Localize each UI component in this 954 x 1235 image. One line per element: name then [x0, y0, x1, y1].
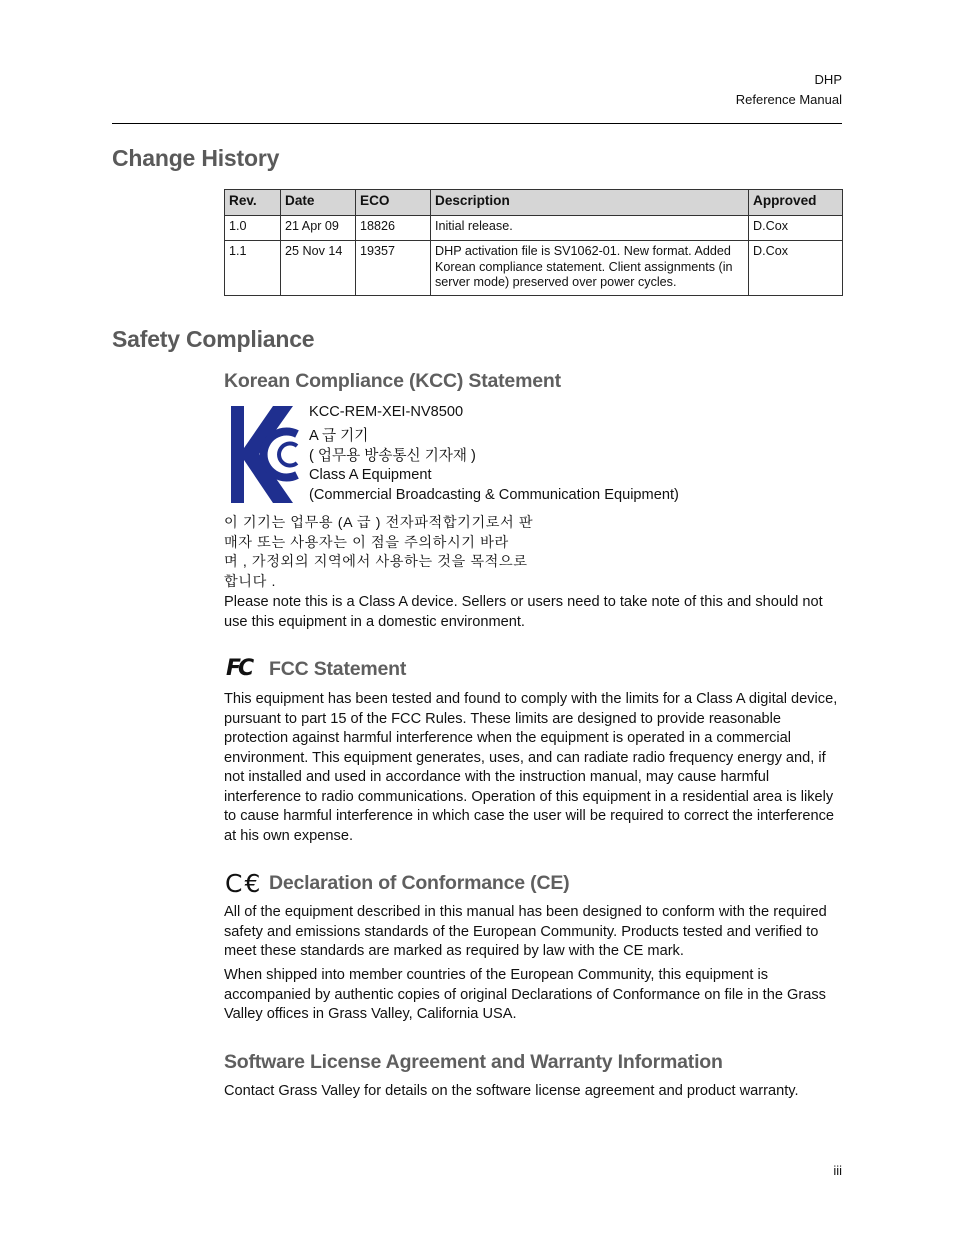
- korean-line: 며 , 가정외의 지역에서 사용하는 것을 목적으로: [224, 554, 528, 571]
- kc-mark-icon: [229, 404, 299, 505]
- software-license-heading: Software License Agreement and Warranty Information: [224, 1051, 723, 1073]
- kcc-heading: Korean Compliance (KCC) Statement: [224, 370, 561, 392]
- column-header-rev: Rev.: [225, 190, 281, 216]
- table-row: [225, 241, 843, 296]
- change-history-table: [224, 189, 843, 296]
- cell-description: Initial release.: [431, 216, 749, 241]
- column-header-date: Date: [281, 190, 356, 216]
- korean-line: 매자 또는 사용자는 이 점을 주의하시기 바라: [224, 534, 509, 551]
- fcc-heading: FCC Statement: [269, 658, 407, 680]
- korean-line: 합니다 .: [224, 573, 276, 590]
- change-history-title: Change History: [112, 145, 280, 171]
- header-product: DHP: [814, 72, 842, 87]
- page-number: iii: [833, 1163, 842, 1178]
- kcc-korean-statement: [224, 514, 533, 592]
- software-license-body: Contact Grass Valley for details on the software license agreement and product warranty.: [224, 1083, 799, 1099]
- kcc-english-note: Please note this is a Class A device. Sellers or users need to take note of this and should not use this equipment in a domestic environment.: [224, 594, 823, 630]
- cell-approved: D.Cox: [749, 216, 843, 241]
- table-row: [225, 216, 843, 241]
- table-header-row: [225, 190, 843, 216]
- fcc-statement-body: This equipment has been tested and found to comply with the limits for a Class A digital device, pursuant to part 15 of the FCC Rules. These limits are designed to provide reasonable protection against harmful interference when the equipment is operated in a commercial environment. This equipment generates, uses, and can radiate radio frequency energy and, if not installed and used in accordance with the instruction manual, may cause harmful interference to radio communications. Operation of this equipment in a residential area is likely to cause harmful interference in which case the user will be required to correct the interference at his own expense.: [224, 691, 838, 844]
- header-divider: [112, 123, 842, 124]
- kcc-class-english: Class A Equipment: [309, 467, 432, 484]
- korean-line: 이 기기는 업무용 (A 급 ) 전자파적합기기로서 판: [224, 515, 534, 531]
- header-manual-title: Reference Manual: [735, 92, 842, 107]
- cell-description: DHP activation file is SV1062-01. New format. Added Korean compliance statement. Client assignments (in server mode) preserved over power cycles.: [431, 241, 749, 296]
- kcc-equipment-english: (Commercial Broadcasting & Communication Equipment): [309, 487, 679, 504]
- ce-heading: Declaration of Conformance (CE): [269, 872, 570, 894]
- kcc-cert-number: KCC-REM-XEI-NV8500: [309, 404, 464, 420]
- cell-rev: 1.0: [225, 216, 281, 241]
- ce-mark-icon: C€: [225, 869, 263, 898]
- cell-eco: 18826: [356, 216, 431, 241]
- cell-approved: D.Cox: [749, 241, 843, 296]
- ce-body-paragraph-1: All of the equipment described in this manual has been designed to conform with the required safety and emissions standards of the European Community. Products tested and verified to meet these standards are marked as required by law with the CE mark.: [224, 904, 827, 959]
- column-header-approved: Approved: [749, 190, 843, 216]
- cell-date: 25 Nov 14: [281, 241, 356, 296]
- fcc-logo-icon: FC: [226, 656, 252, 681]
- kcc-class-korean: A 급 기기: [309, 427, 369, 444]
- ce-body-paragraph-2: When shipped into member countries of the European Community, this equipment is accompanied by authentic copies of original Declarations of Conformance on file in the Grass Valley offices in Grass Valley, California USA.: [224, 967, 826, 1022]
- safety-compliance-title: Safety Compliance: [112, 326, 315, 352]
- kcc-certification-block: [309, 403, 679, 506]
- cell-eco: 19357: [356, 241, 431, 296]
- column-header-description: Description: [431, 190, 749, 216]
- cell-rev: 1.1: [225, 241, 281, 296]
- cell-date: 21 Apr 09: [281, 216, 356, 241]
- kcc-equipment-korean: ( 업무용 방송통신 기자재 ): [309, 447, 476, 464]
- column-header-eco: ECO: [356, 190, 431, 216]
